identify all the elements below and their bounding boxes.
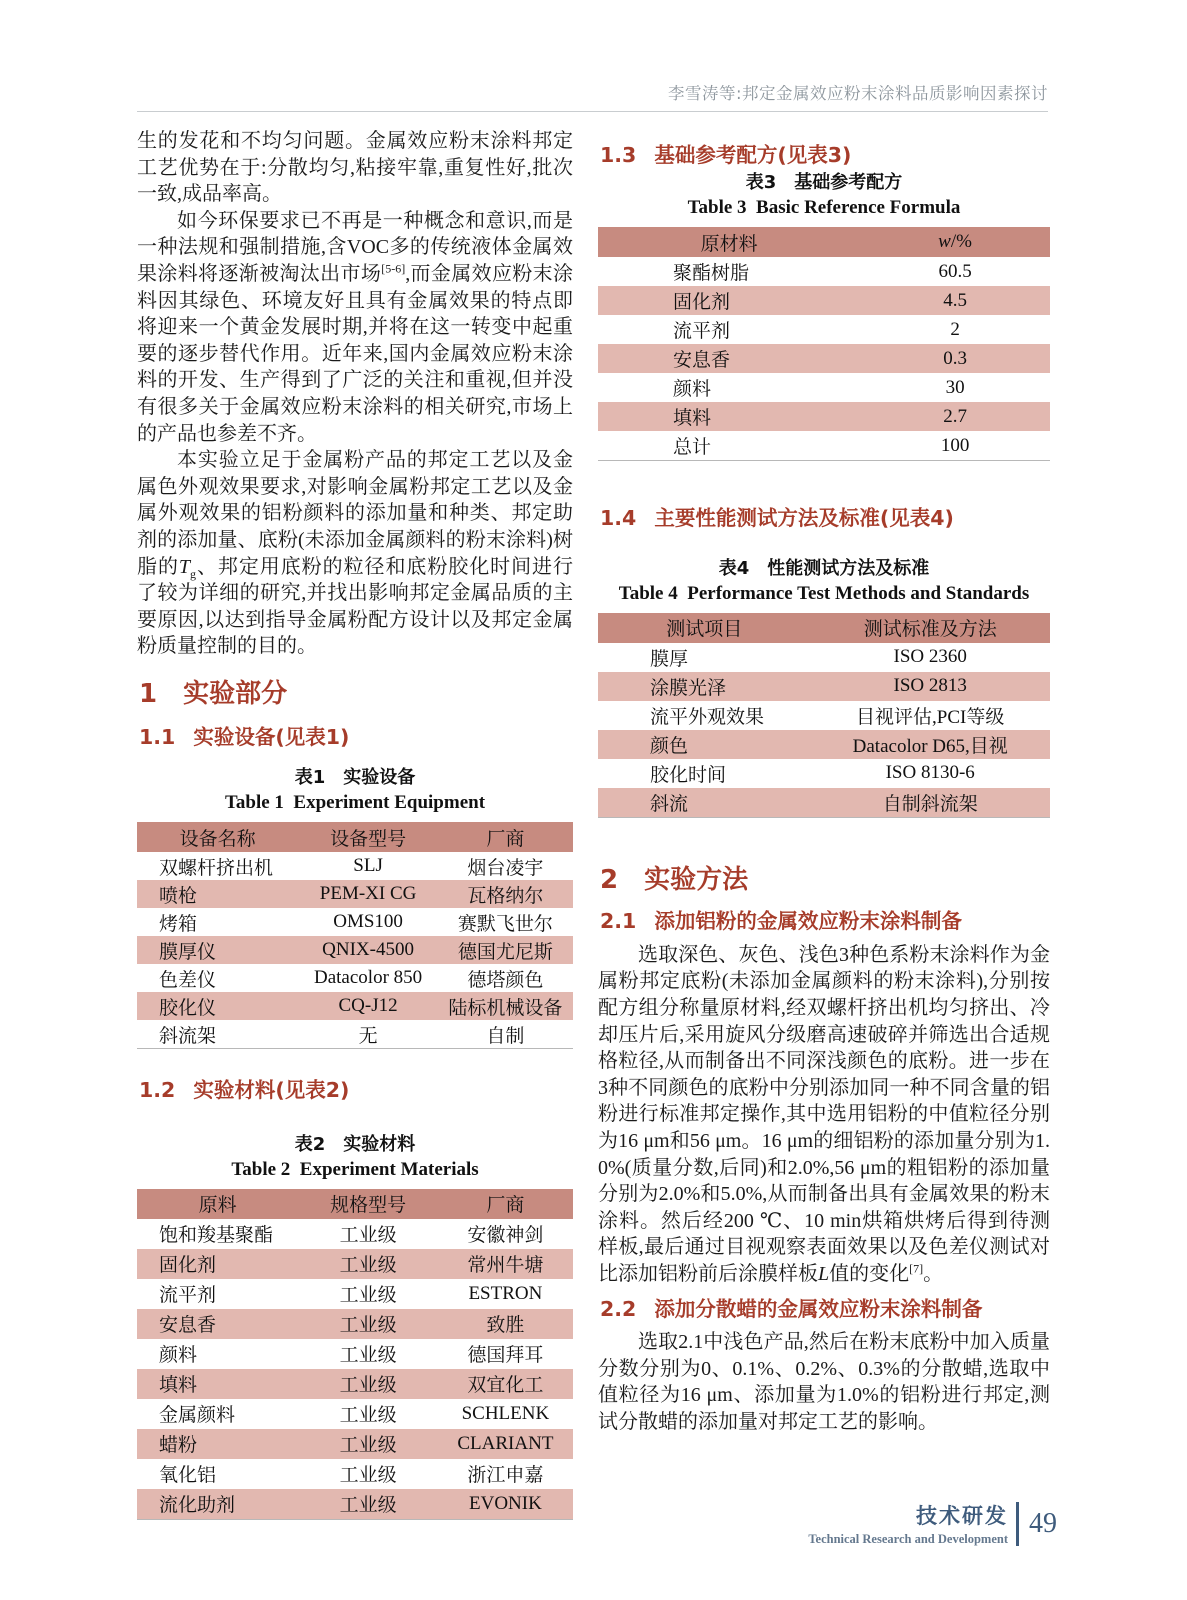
table-row	[598, 315, 1050, 344]
table-cell: PEM-XI CG	[319, 883, 417, 905]
table-row	[598, 759, 1050, 788]
table-cell: 0.3	[943, 347, 967, 369]
table-header-cell: 厂商	[438, 1189, 573, 1219]
subsection-title: 实验材料(见表2)	[193, 1078, 350, 1103]
paragraph-text: 本实验立足于金属粉产品的邦定工艺以及金属色外观效果要求,对影响金属粉邦定工艺以及金属外观效果的铝粉颜料的添加量和种类、邦定助剂的添加量、底粉(未添加金属颜料的粉末涂料)树脂的	[137, 449, 573, 578]
paragraph	[598, 942, 1050, 1288]
section-title: 实验方法	[644, 864, 749, 895]
table-cell: 安息香	[159, 1315, 217, 1337]
footer-section-cn: 技术研发	[916, 1504, 1008, 1528]
table-cell: 颜料	[673, 379, 712, 400]
table-cell: 工业级	[339, 1285, 397, 1307]
table-cell: ESTRON	[468, 1282, 543, 1304]
table-row	[598, 344, 1050, 373]
subsection-number: 1.4	[600, 506, 637, 530]
table2-caption	[137, 1130, 573, 1181]
table-cell: 色差仪	[159, 969, 217, 991]
paragraph-text: ,而金属效应粉末涂料因其绿色、环境友好且具有金属效果的特点即将迎来一个黄金发展时期,并将在这一转变中起重要的逐步替代作用。近年来,国内金属效应粉末涂料的开发、生产得到了广泛的关注和重视,但并没有很多关于金属效应粉末涂料的相关研究,市场上的产品也参差不齐。	[137, 262, 574, 445]
section-heading-2	[600, 864, 1050, 897]
subsection-heading-2-1	[600, 908, 1050, 935]
table-cell: EVONIK	[469, 1492, 542, 1514]
table-cell: 目视评估,PCI等级	[856, 706, 1005, 728]
citation-marker: [7]	[909, 1261, 924, 1276]
paragraph	[137, 208, 573, 447]
paragraph-continuation	[137, 128, 573, 208]
table-row	[137, 1489, 573, 1520]
subsection-number: 2.2	[600, 1296, 637, 1321]
two-column-layout	[137, 128, 1050, 1520]
left-column	[137, 128, 573, 1520]
table-row	[598, 788, 1050, 818]
table-cell: 流平剂	[673, 321, 731, 342]
table-cell: 金属颜料	[159, 1405, 236, 1427]
table-cell: 自制斜流架	[882, 793, 978, 815]
table-row	[137, 1249, 573, 1279]
table-cell: 赛默飞世尔	[457, 913, 553, 935]
table-cell: 安息香	[673, 350, 731, 371]
table-cell: 蜡粉	[159, 1435, 198, 1457]
table-cell: 工业级	[339, 1435, 397, 1457]
table-cell: 胶化时间	[650, 764, 727, 786]
table-header-cell: 原材料	[598, 227, 860, 257]
subsection-number: 1.1	[139, 725, 176, 750]
table-cell: 工业级	[339, 1345, 397, 1367]
table-cell: CQ-J12	[338, 995, 398, 1017]
section-number: 2	[600, 864, 619, 895]
table-header-row	[137, 822, 573, 852]
table1-caption	[137, 763, 573, 814]
table-row	[137, 936, 573, 964]
table-cell: 2	[950, 318, 960, 340]
table-cell: 膜厚仪	[159, 941, 217, 963]
table1-caption-en: Table 1 Experiment Equipment	[224, 792, 486, 814]
table-cell: 氧化铝	[159, 1465, 217, 1487]
table-header-cell: 厂商	[438, 822, 573, 852]
paragraph-text: 值的变化	[829, 1262, 910, 1285]
citation-marker: [5-6]	[381, 261, 406, 276]
table-cell: 无	[358, 1025, 378, 1047]
right-column	[598, 128, 1050, 1520]
table-cell: 工业级	[339, 1225, 397, 1247]
table-row	[137, 880, 573, 908]
table-cell: 陆标机械设备	[448, 997, 563, 1019]
paragraph-text: 。	[923, 1262, 944, 1285]
table-cell: 德国尤尼斯	[457, 941, 553, 963]
table-cell: SLJ	[353, 855, 383, 877]
paragraph	[598, 1329, 1050, 1435]
table-cell: 浙江申嘉	[467, 1465, 544, 1487]
table-row	[137, 852, 573, 880]
table-cell: 德国拜耳	[467, 1345, 544, 1367]
table-cell: 德塔颜色	[467, 969, 544, 991]
table-cell: ISO 8130-6	[885, 762, 975, 784]
table-cell: 膜厚	[650, 648, 689, 670]
table-row	[137, 1399, 573, 1429]
table2-caption-cn: 表2 实验材料	[294, 1133, 416, 1155]
table2-caption-en: Table 2 Experiment Materials	[231, 1158, 479, 1180]
table-cell: 涂膜光泽	[650, 677, 727, 699]
table3-caption-cn: 表3 基础参考配方	[745, 172, 903, 193]
table4-caption-en: Table 4 Performance Test Methods and Standards	[618, 582, 1030, 604]
section-heading-1	[139, 678, 573, 711]
table-row	[137, 1279, 573, 1309]
table-cell: OMS100	[333, 911, 403, 933]
table-row	[137, 1219, 573, 1249]
table-cell: 流平外观效果	[650, 706, 765, 728]
subsection-heading-1-3	[600, 142, 1050, 167]
table-row	[598, 257, 1050, 286]
table-header-cell: 测试标准及方法	[810, 613, 1050, 643]
table-row	[598, 373, 1050, 402]
table-cell: 烟台凌宇	[467, 857, 544, 879]
table-cell: ISO 2360	[893, 646, 967, 668]
table-cell: 斜流架	[159, 1025, 217, 1047]
table3-caption-en: Table 3 Basic Reference Formula	[687, 197, 961, 218]
table-row	[137, 908, 573, 936]
table-row	[598, 672, 1050, 701]
variable-L: L	[818, 1262, 830, 1285]
table-cell: 100	[940, 434, 970, 456]
table-row	[598, 431, 1050, 461]
table-row	[598, 402, 1050, 431]
table-cell: 总计	[673, 437, 712, 458]
table-cell: 自制	[486, 1025, 525, 1047]
table-cell: 4.5	[943, 289, 967, 311]
subsection-title: 添加铝粉的金属效应粉末涂料制备	[654, 909, 962, 934]
table3-caption	[598, 168, 1050, 219]
paragraph-text: 、邦定用底粉的粒径和底粉胶化时间进行了较为详细的研究,并找出影响邦定金属品质的主要原因,以达到指导金属粉配方设计以及邦定金属粉质量控制的目的。	[137, 555, 574, 658]
table-cell: 斜流	[650, 793, 689, 815]
unit-label: /%	[950, 231, 972, 252]
running-title: 李雪涛等:邦定金属效应粉末涂料品质影响因素探讨	[667, 84, 1048, 103]
table-header-row	[598, 613, 1050, 643]
table-row	[137, 1339, 573, 1369]
table-cell: Datacolor D65,目视	[852, 735, 1008, 757]
table-row	[137, 992, 573, 1020]
table-row	[598, 643, 1050, 672]
table-experiment-materials	[137, 1189, 573, 1520]
paragraph	[137, 447, 573, 660]
table-experiment-equipment	[137, 822, 573, 1049]
paragraph-text: 选取2.1中浅色产品,然后在粉末底粉中加入质量分数分别为0、0.1%、0.2%、0.3%的分散蜡,选取中值粒径为16 μm、添加量为1.0%的铝粉进行邦定,测试分散蜡的添加量对邦定工艺的影响。	[598, 1331, 1050, 1433]
subsection-heading-1-2	[139, 1077, 573, 1104]
table-cell: 工业级	[339, 1405, 397, 1427]
table-cell: 工业级	[339, 1495, 397, 1517]
table4-caption-cn: 表4 性能测试方法及标准	[718, 557, 930, 579]
table-cell: SCHLENK	[461, 1402, 550, 1424]
table-cell: CLARIANT	[457, 1432, 554, 1454]
table-row	[137, 1020, 573, 1049]
subsection-heading-2-2	[600, 1296, 1050, 1323]
table-cell: 固化剂	[673, 292, 731, 313]
table-cell: 饱和羧基聚酯	[159, 1225, 274, 1247]
subsection-title: 添加分散蜡的金属效应粉末涂料制备	[654, 1296, 983, 1321]
table-cell: 60.5	[938, 260, 972, 282]
footer-divider-bar	[1016, 1502, 1019, 1546]
table-cell: 工业级	[339, 1375, 397, 1397]
table-cell: 瓦格纳尔	[467, 885, 544, 907]
section-title: 实验部分	[183, 678, 288, 709]
paragraph-text: 生的发花和不均匀问题。金属效应粉末涂料邦定工艺优势在于:分散均匀,粘接牢靠,重复性好,批次一致,成品率高。	[137, 130, 573, 206]
table-cell: 工业级	[339, 1315, 397, 1337]
table-cell: 聚酯树脂	[673, 263, 750, 284]
table-row	[598, 286, 1050, 315]
table-cell: 工业级	[339, 1255, 397, 1277]
header-divider	[137, 111, 1048, 112]
subsection-title: 基础参考配方(见表3)	[654, 143, 852, 167]
table-header-cell: 设备名称	[137, 822, 298, 852]
table-cell: 固化剂	[159, 1255, 217, 1277]
table-cell: QNIX-4500	[322, 939, 414, 961]
table-cell: 颜料	[159, 1345, 198, 1367]
table-cell: 致胜	[486, 1315, 525, 1337]
paragraph-text: 选取深色、灰色、浅色3种色系粉末涂料作为金属粉邦定底粉(未添加金属颜料的粉末涂料),分别按配方组分称量原材料,经双螺杆挤出机均匀挤出、冷却压片后,采用旋风分级磨高速破碎并筛选出合适规格粒径,从而制备出不同深浅颜色的底粉。进一步在3种不同颜色的底粉中分别添加同一种不同含量的铝粉进行标准邦定操作,其中选用铝粉的中值粒径分别为16 μm和56 μm。16 μm的细铝粉的添加量分别为1.0%(质量分数,后同)和2.0%,56 μm的粗铝粉的添加量分别为2.0%和5.0%,从而制备出具有金属效果的粉末涂料。然后经200 ℃、10 min烘箱烘烤后得到待测样板,最后通过目视观察表面效果以及色差仪测试对比添加铝粉前后涂膜样板	[598, 943, 1050, 1285]
table-header-cell: 测试项目	[598, 613, 810, 643]
section-number: 1	[139, 678, 158, 709]
table-cell: 颜色	[650, 735, 689, 757]
table-cell: 填料	[673, 408, 712, 429]
table-cell: ISO 2813	[893, 675, 967, 697]
subsection-number: 2.1	[600, 909, 637, 934]
table-header-row	[137, 1189, 573, 1219]
footer-section	[808, 1500, 1008, 1547]
table4-caption	[598, 554, 1050, 605]
table-header-cell	[860, 227, 1050, 257]
table-cell: 2.7	[943, 405, 967, 427]
table1-caption-cn: 表1 实验设备	[294, 767, 416, 789]
subsection-number: 1.2	[139, 1078, 176, 1103]
table-cell: 常州牛塘	[467, 1255, 544, 1277]
subsection-heading-1-1	[139, 724, 573, 751]
subscript-g: g	[190, 566, 197, 581]
page-footer	[808, 1500, 1057, 1547]
table-row	[137, 1369, 573, 1399]
subsection-number: 1.3	[600, 143, 637, 167]
table-cell: 胶化仪	[159, 997, 217, 1019]
table-row	[137, 964, 573, 992]
table-row	[598, 701, 1050, 730]
table-header-cell: 规格型号	[298, 1189, 438, 1219]
table-cell: 喷枪	[159, 885, 198, 907]
table-row	[598, 730, 1050, 759]
page-number: 49	[1029, 1507, 1057, 1539]
paragraph-text: 如今环保要求已不再是一种概念和意识,而是一种法规和强制措施,含VOC多的传统液体金属效果涂料将逐渐被淘汰出市场	[137, 209, 573, 285]
variable-w: w	[938, 231, 951, 252]
table-cell: 安徽神剑	[467, 1225, 544, 1247]
table-row	[137, 1309, 573, 1339]
subsection-title: 主要性能测试方法及标准(见表4)	[654, 506, 954, 530]
table-cell: 双宜化工	[467, 1375, 544, 1397]
table-row	[137, 1459, 573, 1489]
subsection-heading-1-4	[600, 505, 1050, 532]
table-header-cell: 设备型号	[298, 822, 438, 852]
subsection-title: 实验设备(见表1)	[193, 725, 350, 750]
table-header-row	[598, 227, 1050, 257]
footer-section-en: Technical Research and Development	[808, 1532, 1008, 1546]
table-cell: 工业级	[339, 1465, 397, 1487]
table-cell: 填料	[159, 1375, 198, 1397]
running-header	[137, 80, 1048, 112]
table-cell: Datacolor 850	[313, 967, 423, 989]
table-basic-reference-formula	[598, 227, 1050, 461]
table-performance-test-methods	[598, 613, 1050, 818]
table-cell: 双螺杆挤出机	[159, 857, 274, 879]
variable-T: T	[178, 555, 191, 578]
table-row	[137, 1429, 573, 1459]
table-cell: 30	[945, 376, 965, 398]
table-cell: 烤箱	[159, 913, 198, 935]
table-cell: 流平剂	[159, 1285, 217, 1307]
table-header-cell: 原料	[137, 1189, 298, 1219]
table-cell: 流化助剂	[159, 1495, 236, 1517]
